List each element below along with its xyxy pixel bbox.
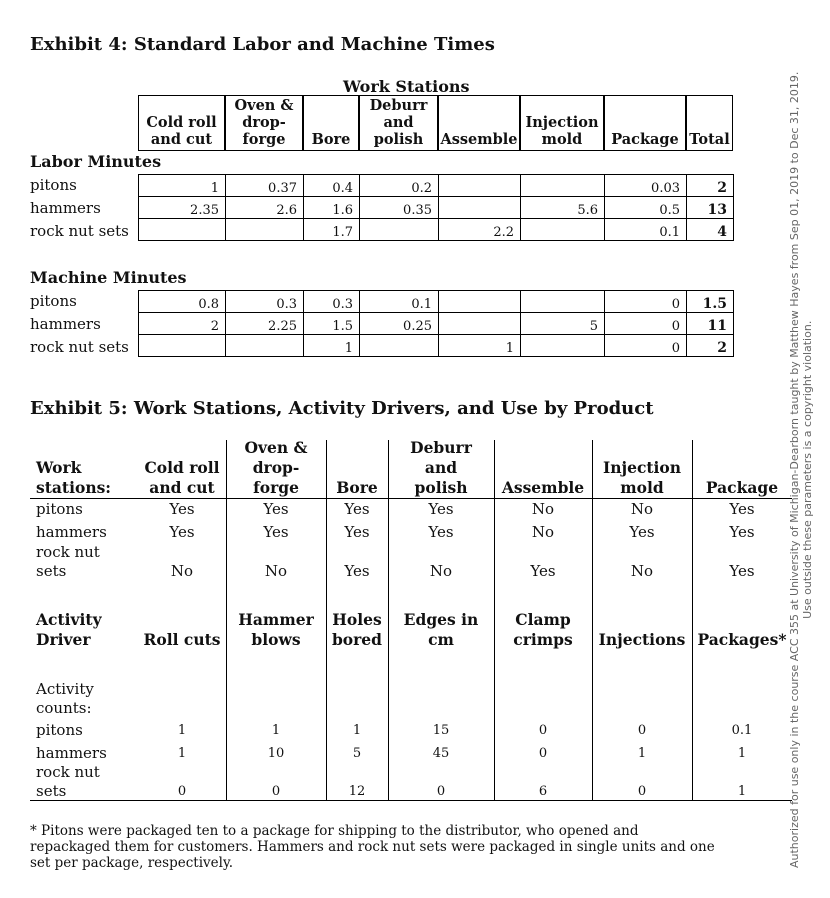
use-row-label-line: rock nut: [36, 543, 100, 561]
ex5-col-header-line: drop-: [252, 458, 300, 477]
count-row-label: [36, 763, 100, 801]
use-cell: Yes: [263, 500, 289, 518]
use-cell: Yes: [530, 562, 556, 580]
ex4-col-header-line: Bore: [311, 131, 351, 148]
labor-minutes-title: Labor Minutes: [30, 152, 162, 171]
use-row-label: [36, 543, 100, 581]
ex5-col-header-line: forge: [253, 478, 299, 497]
driver-cell-line: blows: [251, 630, 301, 649]
ex5-col-header: [692, 478, 792, 498]
copyright-watermark: [788, 72, 814, 868]
table-row: [139, 175, 734, 197]
ex5-col-header-line: Cold roll: [144, 458, 220, 477]
table-cell: 2.25: [226, 313, 304, 335]
activity-counts-label-line: Activity: [36, 680, 94, 698]
ex5-col-header-line: Deburr: [410, 438, 472, 457]
table-cell: 1.7: [304, 219, 360, 241]
table-cell: 2: [139, 313, 226, 335]
driver-cell: [692, 630, 792, 650]
ex5-col-header-line: and cut: [149, 478, 215, 497]
count-cell: 1: [271, 723, 281, 738]
ex4-col-header: [520, 95, 604, 151]
use-cell: Yes: [729, 523, 755, 541]
ex5-col-header-line: Oven &: [244, 438, 308, 457]
use-cell: Yes: [344, 562, 370, 580]
table-row: [139, 335, 734, 357]
driver-cell-line: Roll cuts: [143, 630, 221, 649]
table-cell: 2.35: [139, 197, 226, 219]
ex4-col-header-line: polish: [373, 131, 424, 148]
exhibit4-title: Exhibit 4: Standard Labor and Machine Times: [30, 34, 495, 55]
table-cell: [226, 335, 304, 357]
machine-minutes-title: Machine Minutes: [30, 268, 187, 287]
ex5-col-header: [138, 458, 226, 498]
footnote: * Pitons were packaged ten to a package for shipping to the distributor, who opened and repackaged them for customers. Hammers and rock nut sets were packaged in single units and one set per package, respectively.: [30, 823, 715, 871]
use-cell: Yes: [629, 523, 655, 541]
ex5-col-header: [494, 478, 592, 498]
table-cell: 0: [605, 313, 687, 335]
use-row-label: [36, 523, 107, 542]
use-cell: Yes: [263, 523, 289, 541]
count-cell: 15: [432, 723, 450, 738]
use-row-label-line: hammers: [36, 523, 107, 541]
table-row: [139, 219, 734, 241]
exhibit5-title: Exhibit 5: Work Stations, Activity Drivers, and Use by Product: [30, 398, 654, 419]
ex4-col-header-line: Total: [689, 131, 730, 148]
ex5-col-header: [326, 478, 388, 498]
table-cell: 0.03: [605, 175, 687, 197]
driver-cell-line: Clamp: [515, 610, 571, 629]
ex5-col-header: [226, 438, 326, 498]
ex5-col-header-line: Bore: [336, 478, 378, 497]
count-cell: 45: [432, 746, 450, 761]
table-cell: 1: [304, 335, 360, 357]
count-cell: 1: [737, 746, 747, 761]
use-cell: No: [630, 500, 654, 518]
count-cell: 0: [538, 746, 548, 761]
count-row-label-line: sets: [36, 782, 67, 800]
use-cell: Yes: [169, 500, 195, 518]
driver-cell-line: crimps: [513, 630, 573, 649]
table-cell: 1.5: [687, 291, 734, 313]
table-cell: 0.1: [360, 291, 439, 313]
table-cell: 0.35: [360, 197, 439, 219]
table-cell: [521, 219, 605, 241]
ex4-col-header-line: and cut: [150, 131, 213, 148]
use-cell: No: [264, 562, 288, 580]
use-cell: Yes: [729, 562, 755, 580]
table-cell: 0.8: [139, 291, 226, 313]
use-cell: Yes: [344, 500, 370, 518]
table-cell: 1: [439, 335, 521, 357]
table-row: [139, 291, 734, 313]
row-label: pitons: [30, 176, 77, 194]
table-cell: 0.1: [605, 219, 687, 241]
ex4-col-header-line: Cold roll: [146, 114, 217, 131]
count-row-label-line: rock nut: [36, 763, 100, 781]
activity-counts-label-line: counts:: [36, 699, 92, 717]
count-cell: 12: [348, 784, 366, 799]
use-row-label-line: pitons: [36, 500, 83, 518]
watermark-line-2: Use outside these parameters is a copyright violation.: [801, 320, 814, 619]
use-cell: Yes: [729, 500, 755, 518]
table-cell: [226, 219, 304, 241]
use-cell: No: [630, 562, 654, 580]
ex4-col-header-line: Oven &: [234, 97, 294, 114]
count-cell: 0: [538, 723, 548, 738]
table-cell: [521, 335, 605, 357]
ex4-col-header: [359, 95, 438, 151]
table-cell: 0.4: [304, 175, 360, 197]
count-row-label: [36, 744, 107, 763]
work-stations-label-line: Work: [36, 458, 82, 477]
table-cell: 13: [687, 197, 734, 219]
use-cell: Yes: [169, 523, 195, 541]
count-cell: 1: [637, 746, 647, 761]
labor-minutes-table: [138, 174, 734, 241]
table-cell: 11: [687, 313, 734, 335]
ex4-col-header: [225, 95, 303, 151]
table-cell: 5.6: [521, 197, 605, 219]
use-row-label-line: sets: [36, 562, 67, 580]
count-row-label-line: hammers: [36, 744, 107, 762]
count-cell: 0: [271, 784, 281, 799]
table-cell: 0.25: [360, 313, 439, 335]
driver-cell-line: Edges in: [403, 610, 479, 629]
table-cell: 0: [605, 291, 687, 313]
driver-cell-line: Injections: [598, 630, 686, 649]
table-cell: [521, 175, 605, 197]
machine-minutes-table: [138, 290, 734, 357]
driver-cell-line: Hammer: [238, 610, 314, 629]
work-stations-label: [36, 458, 111, 498]
ex4-col-header: [438, 95, 520, 151]
table-cell: [139, 335, 226, 357]
activity-driver-label-line: Activity: [36, 610, 102, 629]
table-cell: 0.5: [605, 197, 687, 219]
ex5-col-header-line: polish: [414, 478, 468, 497]
table-cell: 2.2: [439, 219, 521, 241]
driver-cell: [388, 610, 494, 650]
ex4-col-header-line: forge: [242, 131, 286, 148]
row-label: hammers: [30, 315, 101, 333]
row-label: hammers: [30, 199, 101, 217]
activity-counts-label: [36, 680, 94, 718]
count-cell: 0: [436, 784, 446, 799]
table-cell: 1.6: [304, 197, 360, 219]
count-cell: 0.1: [731, 723, 753, 738]
row-label: rock nut sets: [30, 338, 129, 356]
use-cell: No: [531, 500, 555, 518]
ex4-col-header: [138, 95, 225, 151]
count-cell: 0: [637, 784, 647, 799]
ex5-col-header-line: Assemble: [501, 478, 585, 497]
table-cell: 1: [139, 175, 226, 197]
row-label: rock nut sets: [30, 222, 129, 240]
ex4-col-header-line: Assemble: [440, 131, 518, 148]
use-cell: No: [429, 562, 453, 580]
use-cell: Yes: [428, 500, 454, 518]
count-cell: 0: [177, 784, 187, 799]
ex5-col-header-line: Injection: [602, 458, 682, 477]
ex4-col-header-line: Deburr: [369, 97, 428, 114]
table-cell: 2.6: [226, 197, 304, 219]
table-cell: 0.3: [304, 291, 360, 313]
table-cell: 0: [605, 335, 687, 357]
table-cell: [521, 291, 605, 313]
table-cell: [439, 175, 521, 197]
table-cell: 0.37: [226, 175, 304, 197]
ex5-col-header: [592, 458, 692, 498]
table-cell: 2: [687, 175, 734, 197]
use-cell: Yes: [344, 523, 370, 541]
driver-cell-line: Packages*: [697, 630, 787, 649]
use-cell: Yes: [428, 523, 454, 541]
ex5-col-header-line: and: [424, 458, 458, 477]
count-cell: 1: [177, 746, 187, 761]
work-stations-header: Work Stations: [343, 77, 470, 96]
ex4-col-header-line: drop-: [242, 114, 286, 131]
count-cell: 1: [352, 723, 362, 738]
count-cell: 1: [737, 784, 747, 799]
table-row: [139, 197, 734, 219]
count-cell: 5: [352, 746, 362, 761]
ex5-col-header: [388, 438, 494, 498]
ex4-col-header-line: Injection: [525, 114, 599, 131]
use-cell: No: [170, 562, 194, 580]
use-cell: No: [531, 523, 555, 541]
row-label: pitons: [30, 292, 77, 310]
table-cell: [360, 335, 439, 357]
driver-cell-line: cm: [428, 630, 454, 649]
table-cell: 0.3: [226, 291, 304, 313]
work-stations-label-line: stations:: [36, 478, 112, 497]
ex5-col-header-line: Package: [705, 478, 779, 497]
count-cell: 0: [637, 723, 647, 738]
table-cell: 1.5: [304, 313, 360, 335]
count-cell: 10: [267, 746, 285, 761]
table-cell: [139, 219, 226, 241]
watermark-line-1: Authorized for use only in the course ACC 355 at University of Michigan-Dearborn taught by Matthew Hayes from Sep 01, 2019 to Dec 31, 2019.: [788, 71, 801, 868]
table-row: [139, 313, 734, 335]
driver-cell: [138, 630, 226, 650]
activity-driver-label: [36, 610, 102, 650]
table-cell: 5: [521, 313, 605, 335]
count-row-label: [36, 721, 83, 740]
ex4-col-header: [303, 95, 359, 151]
ex4-col-header-line: and: [383, 114, 414, 131]
driver-cell-line: bored: [331, 630, 383, 649]
activity-driver-label-line: Driver: [36, 630, 91, 649]
ex4-col-header: [686, 95, 733, 151]
driver-cell: [592, 630, 692, 650]
table-cell: [439, 291, 521, 313]
count-cell: 1: [177, 723, 187, 738]
table-cell: [439, 313, 521, 335]
driver-cell: [226, 610, 326, 650]
table-cell: [439, 197, 521, 219]
ex4-col-header-line: mold: [541, 131, 583, 148]
driver-cell: [326, 610, 388, 650]
table-cell: [360, 219, 439, 241]
driver-cell: [494, 610, 592, 650]
driver-cell-line: Holes: [332, 610, 382, 629]
ex4-col-header: [604, 95, 686, 151]
header-rule: [30, 498, 792, 499]
ex4-col-header-line: Package: [611, 131, 679, 148]
table-cell: 2: [687, 335, 734, 357]
ex5-col-header-line: mold: [620, 478, 664, 497]
table-cell: 0.2: [360, 175, 439, 197]
count-row-label-line: pitons: [36, 721, 83, 739]
use-row-label: [36, 500, 83, 519]
table-cell: 4: [687, 219, 734, 241]
count-cell: 6: [538, 784, 548, 799]
